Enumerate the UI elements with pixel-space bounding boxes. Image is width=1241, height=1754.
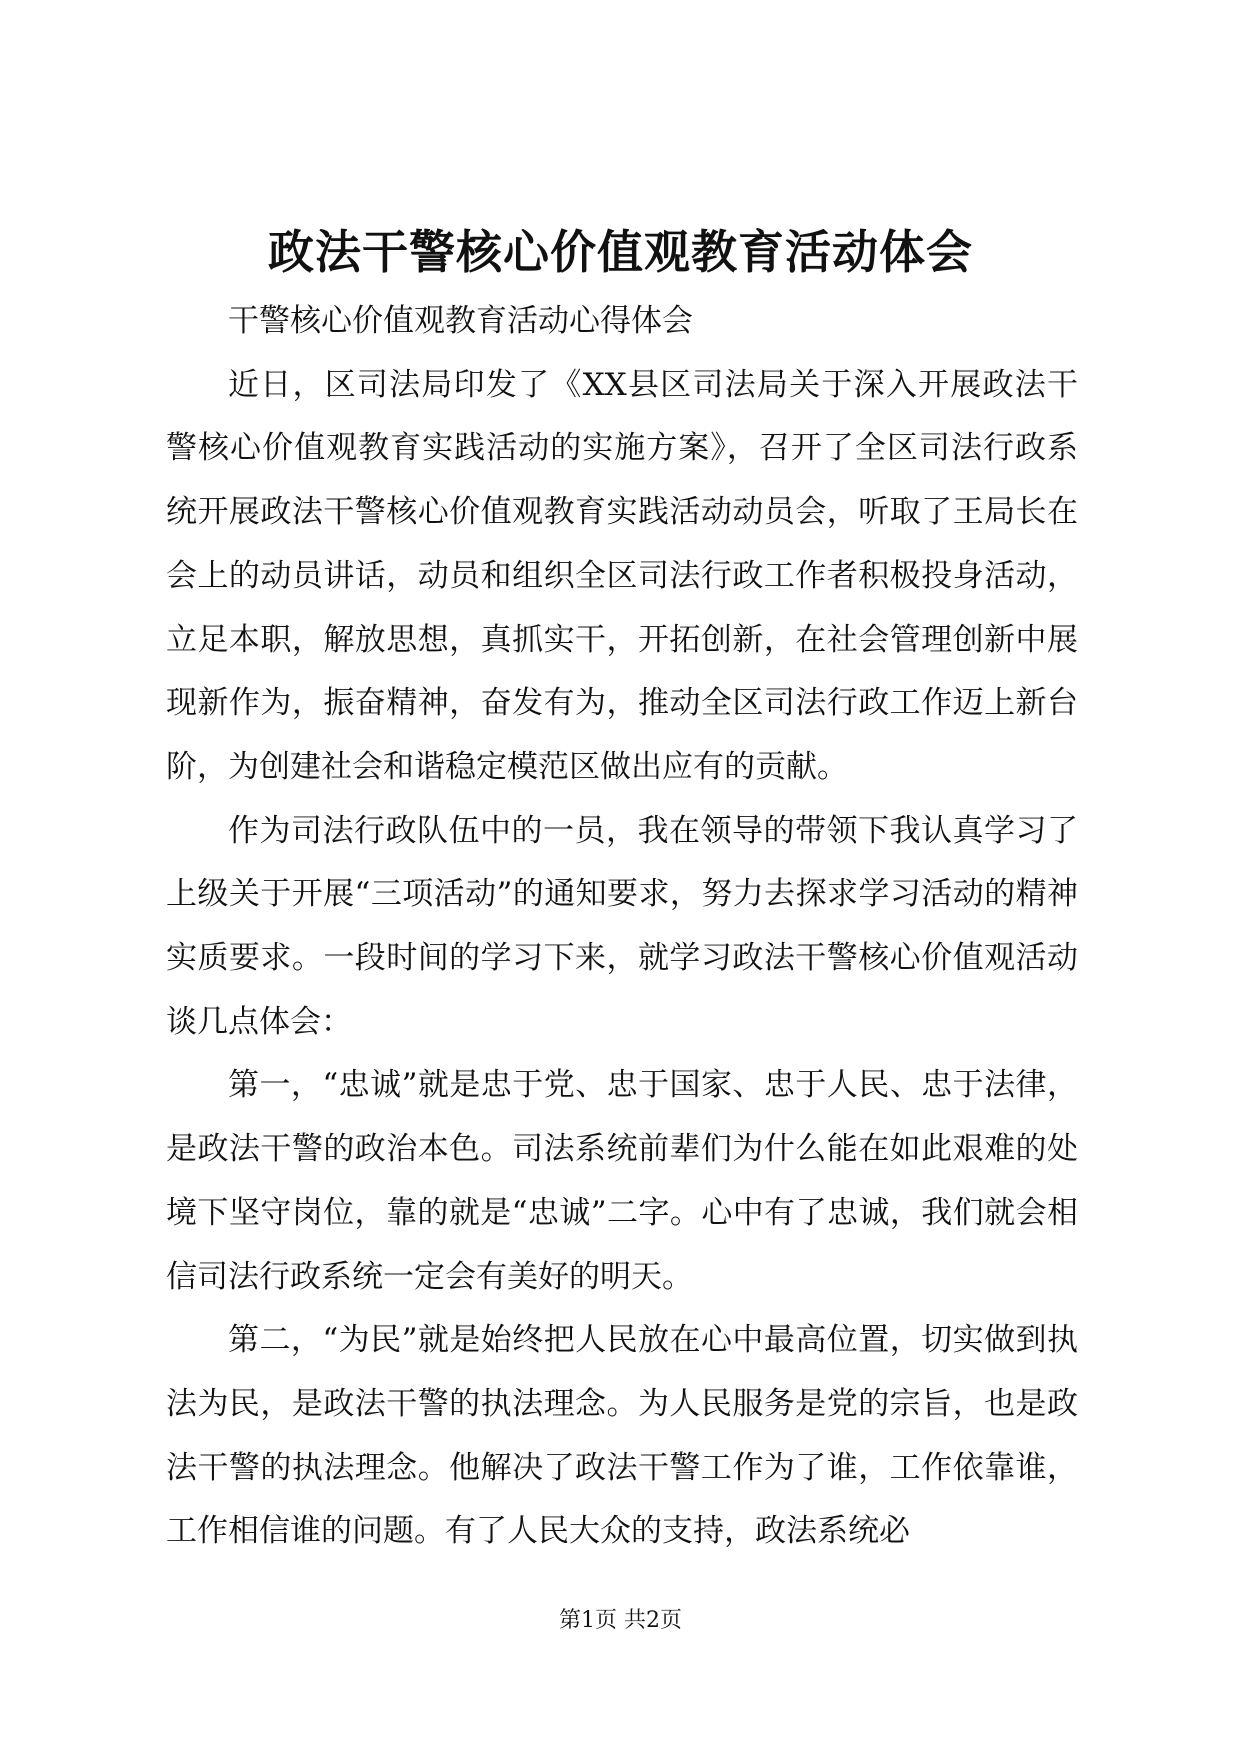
paragraph-3: 第一，“忠诚”就是忠于党、忠于国家、忠于人民、忠于法律，是政法干警的政治本色。司法系统前辈们为什么能在如此艰难的处境下坚守岗位，靠的就是“忠诚”二字。心中有了忠诚，我们就会相信司法行政系统一定会有美好的明天。 xyxy=(166,1067,1078,1295)
paragraph-1: 近日，区司法局印发了《XX县区司法局关于深入开展政法干警核心价值观教育实践活动的实施方案》，召开了全区司法行政系统开展政法干警核心价值观教育实践活动动员会，听取了王局长在会上的动员讲话，动员和组织全区司法行政工作者积极投身活动，立足本职，解放思想，真抓实干，开拓创新，在社会管理创新中展现新作为，振奋精神，奋发有为，推动全区司法行政工作迈上新台阶，为创建社会和谐稳定模范区做出应有的贡献。 xyxy=(166,366,1078,785)
paragraph-2: 作为司法行政队伍中的一员，我在领导的带领下我认真学习了上级关于开展“三项活动”的通知要求，努力去探求学习活动的精神实质要求。一段时间的学习下来，就学习政法干警核心价值观活动谈几点体会： xyxy=(166,812,1078,1040)
paragraph-4: 第二，“为民”就是始终把人民放在心中最高位置，切实做到执法为民，是政法干警的执法理念。为人民服务是党的宗旨，也是政法干警的执法理念。他解决了政法干警工作为了谁，工作依靠谁，工作相信谁的问题。有了人民大众的支持，政法系统必 xyxy=(166,1322,1078,1550)
document-body xyxy=(166,290,1078,1564)
page-number-footer: 第1页 共2页 xyxy=(559,1608,682,1633)
document-title: 政法干警核心价值观教育活动体会 xyxy=(268,225,973,279)
paragraph-subtitle: 干警核心价值观教育活动心得体会 xyxy=(228,303,693,339)
